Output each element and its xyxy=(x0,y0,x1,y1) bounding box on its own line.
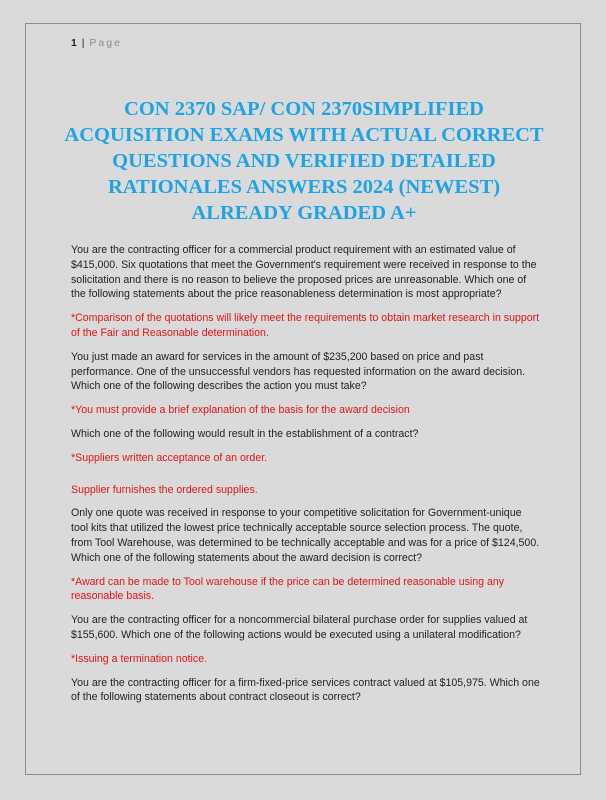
question-text: Which one of the following would result in the establishment of a contract? xyxy=(71,427,419,440)
answer-text: Supplier furnishes the ordered supplies. xyxy=(71,483,258,496)
question-text: Only one quote was received in response to your competitive solicitation for Government-unique tool kits that utilized the lowest price technically acceptable source selection process. The quote, from Tool Warehouse, was determined to be technically acceptable and was for a price of $124,500. Which one of the following statements about the award decision is correct? xyxy=(71,507,540,564)
document-title: CON 2370 SAP/ CON 2370SIMPLIFIED ACQUISITION EXAMS WITH ACTUAL CORRECT QUESTIONS AND VERIFIED DETAILED RATIONALES ANSWERS 2024 (NEWEST) ALREADY GRADED A+ xyxy=(64,98,544,224)
answer-text: *You must provide a brief explanation of the basis for the award decision xyxy=(71,404,410,417)
page-header xyxy=(71,37,122,49)
question-text: You just made an award for services in the amount of $235,200 based on price and past performance. One of the unsuccessful vendors has requested information on the award decision. Which one of the following describes the action you must take? xyxy=(71,350,526,393)
page-number: 1 xyxy=(71,37,77,49)
answer-text: *Comparison of the quotations will likely meet the requirements to obtain market research in support of the Fair and Reasonable determination. xyxy=(71,312,540,339)
answer-text: *Award can be made to Tool warehouse if the price can be determined reasonable using any reasonable basis. xyxy=(71,575,505,603)
question-text: You are the contracting officer for a noncommercial bilateral purchase order for supplies valued at $155,600. Which one of the following actions would be executed using a unilateral modification? xyxy=(71,614,528,641)
header-separator: | xyxy=(81,37,85,49)
answer-text: *Issuing a termination notice. xyxy=(71,652,208,665)
document-body xyxy=(71,243,541,714)
document-page xyxy=(25,23,581,775)
page-label: Page xyxy=(89,37,122,49)
question-text: You are the contracting officer for a commercial product requirement with an estimated value of $415,000. Six quotations that meet the Government's requirement were received in response to the solicitation and there is no reason to believe the proposed prices are unreasonable. Which one of the following statements about the price reasonableness determination is most appropriate? xyxy=(71,244,537,301)
answer-text: *Suppliers written acceptance of an order. xyxy=(71,451,268,464)
question-text: You are the contracting officer for a firm-fixed-price services contract valued at $105,975. Which one of the following statements about contract closeout is correct? xyxy=(71,676,540,704)
